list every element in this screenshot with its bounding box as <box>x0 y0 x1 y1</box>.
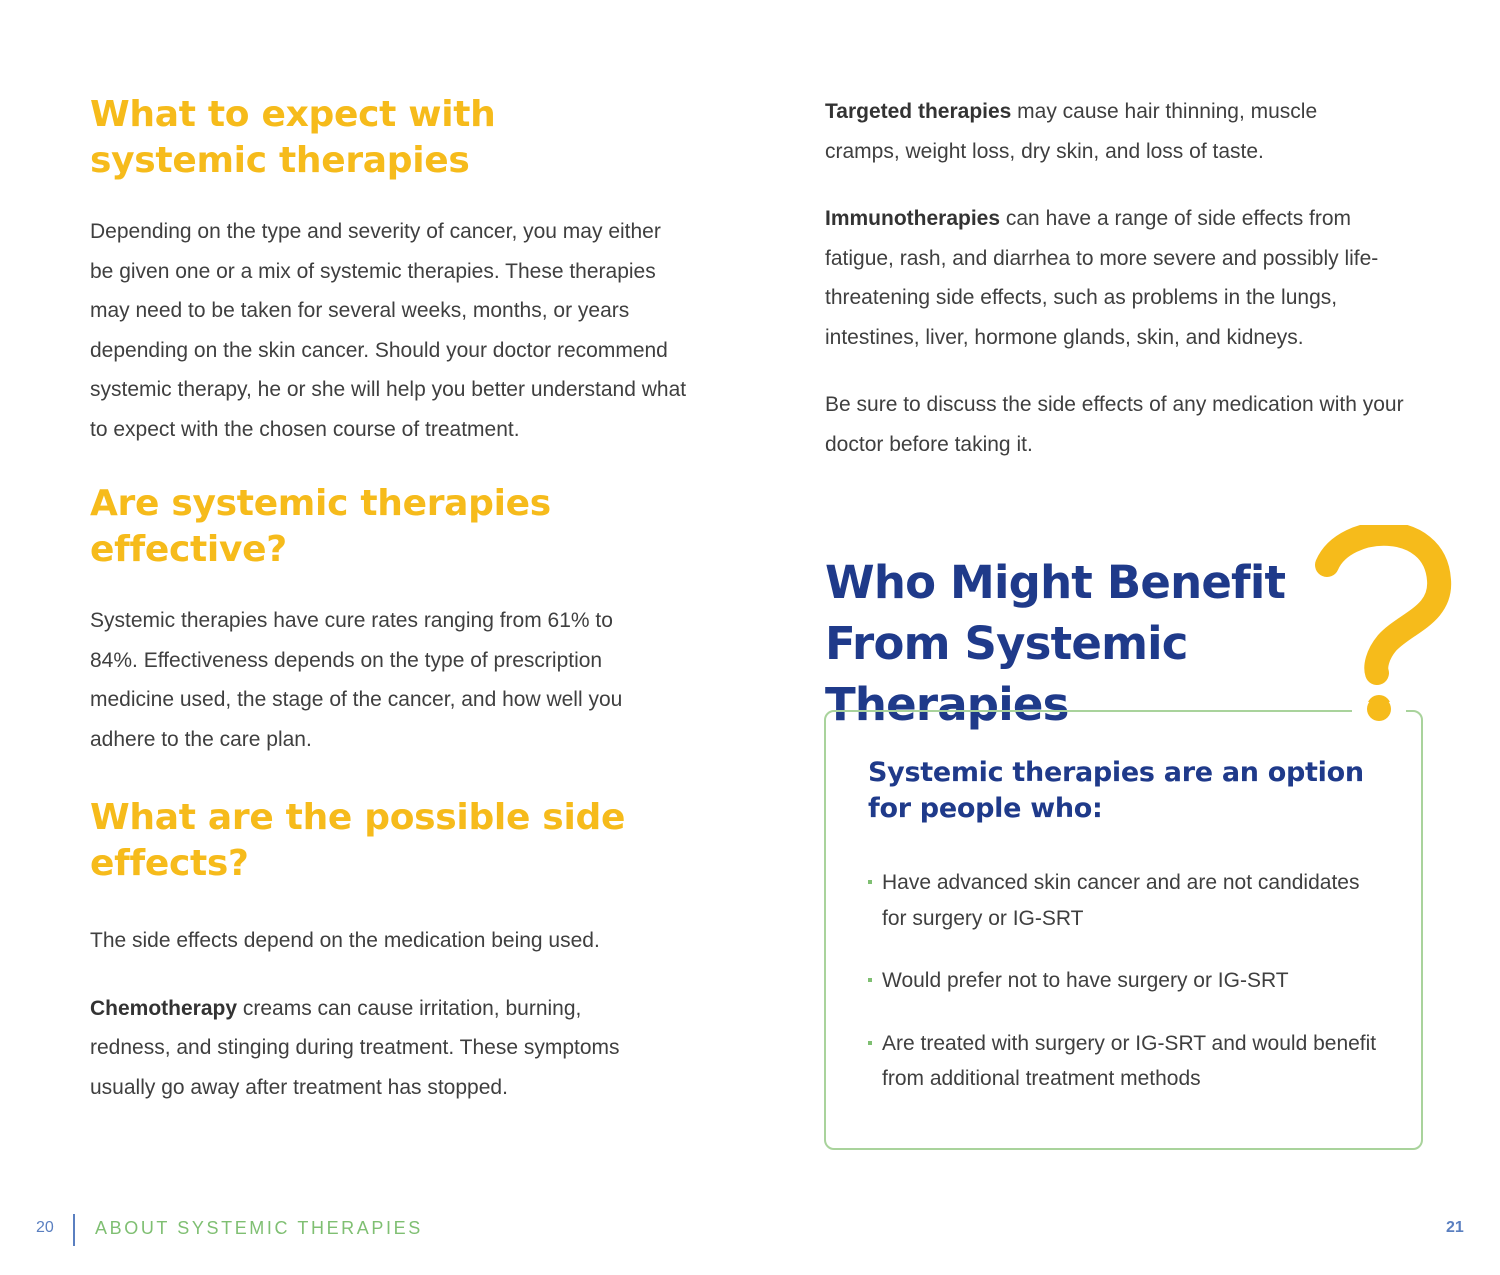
heading-what-to-expect: What to expect with systemic therapies <box>90 94 496 181</box>
callout-title-line1: Who Might Benefit <box>825 556 1286 609</box>
question-dot-icon <box>1367 697 1391 721</box>
paragraph-discuss: Be sure to discuss the side effects of any medication with your doctor before taking it. <box>825 393 1404 456</box>
heading-effective: Are systemic therapies effective? <box>90 483 551 570</box>
bullet-icon <box>868 880 872 884</box>
chemotherapy-term: Chemotherapy <box>90 996 238 1020</box>
left-column <box>90 92 710 1107</box>
paragraph-targeted <box>825 92 1385 171</box>
callout-box-title: Systemic therapies are an option for people who: <box>868 757 1364 824</box>
callout-title <box>825 552 1385 735</box>
page-number-right: 21 <box>1446 1219 1464 1236</box>
bullet-icon <box>868 978 872 982</box>
heading-side-effects: What are the possible side effects? <box>90 797 626 884</box>
list-item: Would prefer not to have surgery or IG-SRT <box>868 963 1388 999</box>
paragraph-chemotherapy <box>90 989 660 1108</box>
chemotherapy-text: creams can cause irritation, burning, redness, and stinging during treatment. These symptoms usually go away after treatment has stopped. <box>90 996 620 1099</box>
targeted-term: Targeted therapies <box>825 100 1012 123</box>
paragraph-immunotherapies <box>825 199 1415 357</box>
list-item: Have advanced skin cancer and are not candidates for surgery or IG-SRT <box>868 865 1388 936</box>
paragraph-side-effects-intro: The side effects depend on the medication being used. <box>90 929 600 952</box>
paragraph-effective: Systemic therapies have cure rates ranging from 61% to 84%. Effectiveness depends on the type of prescription medicine used, the stage of the cancer, and how well you adhere to the care plan. <box>90 609 623 751</box>
immunotherapies-text: can have a range of side effects from fatigue, rash, and diarrhea to more severe and possibly life-threatening side effects, such as problems in the lungs, intestines, liver, hormone glands, skin, and kidneys. <box>825 207 1379 349</box>
callout-list <box>868 865 1388 1124</box>
paragraph-what-to-expect: Depending on the type and severity of cancer, you may either be given one or a mix of systemic therapies. These therapies may need to be taken for several weeks, months, or years depending on the skin cancer. Should your doctor recommend systemic therapy, he or she will help you better understand what to expect with the chosen course of treatment. <box>90 220 687 441</box>
bullet-icon <box>868 1041 872 1045</box>
callout-title-line2: From Systemic Therapies <box>825 617 1188 731</box>
right-column <box>825 92 1415 464</box>
immunotherapies-term: Immunotherapies <box>825 207 1001 230</box>
footer-section-title: ABOUT SYSTEMIC THERAPIES <box>95 1218 423 1238</box>
page-number-left: 20 <box>36 1219 54 1236</box>
targeted-text: may cause hair thinning, muscle cramps, weight loss, dry skin, and loss of taste. <box>825 100 1318 163</box>
list-item: Are treated with surgery or IG-SRT and would benefit from additional treatment methods <box>868 1026 1388 1097</box>
footer-divider <box>73 1214 75 1246</box>
